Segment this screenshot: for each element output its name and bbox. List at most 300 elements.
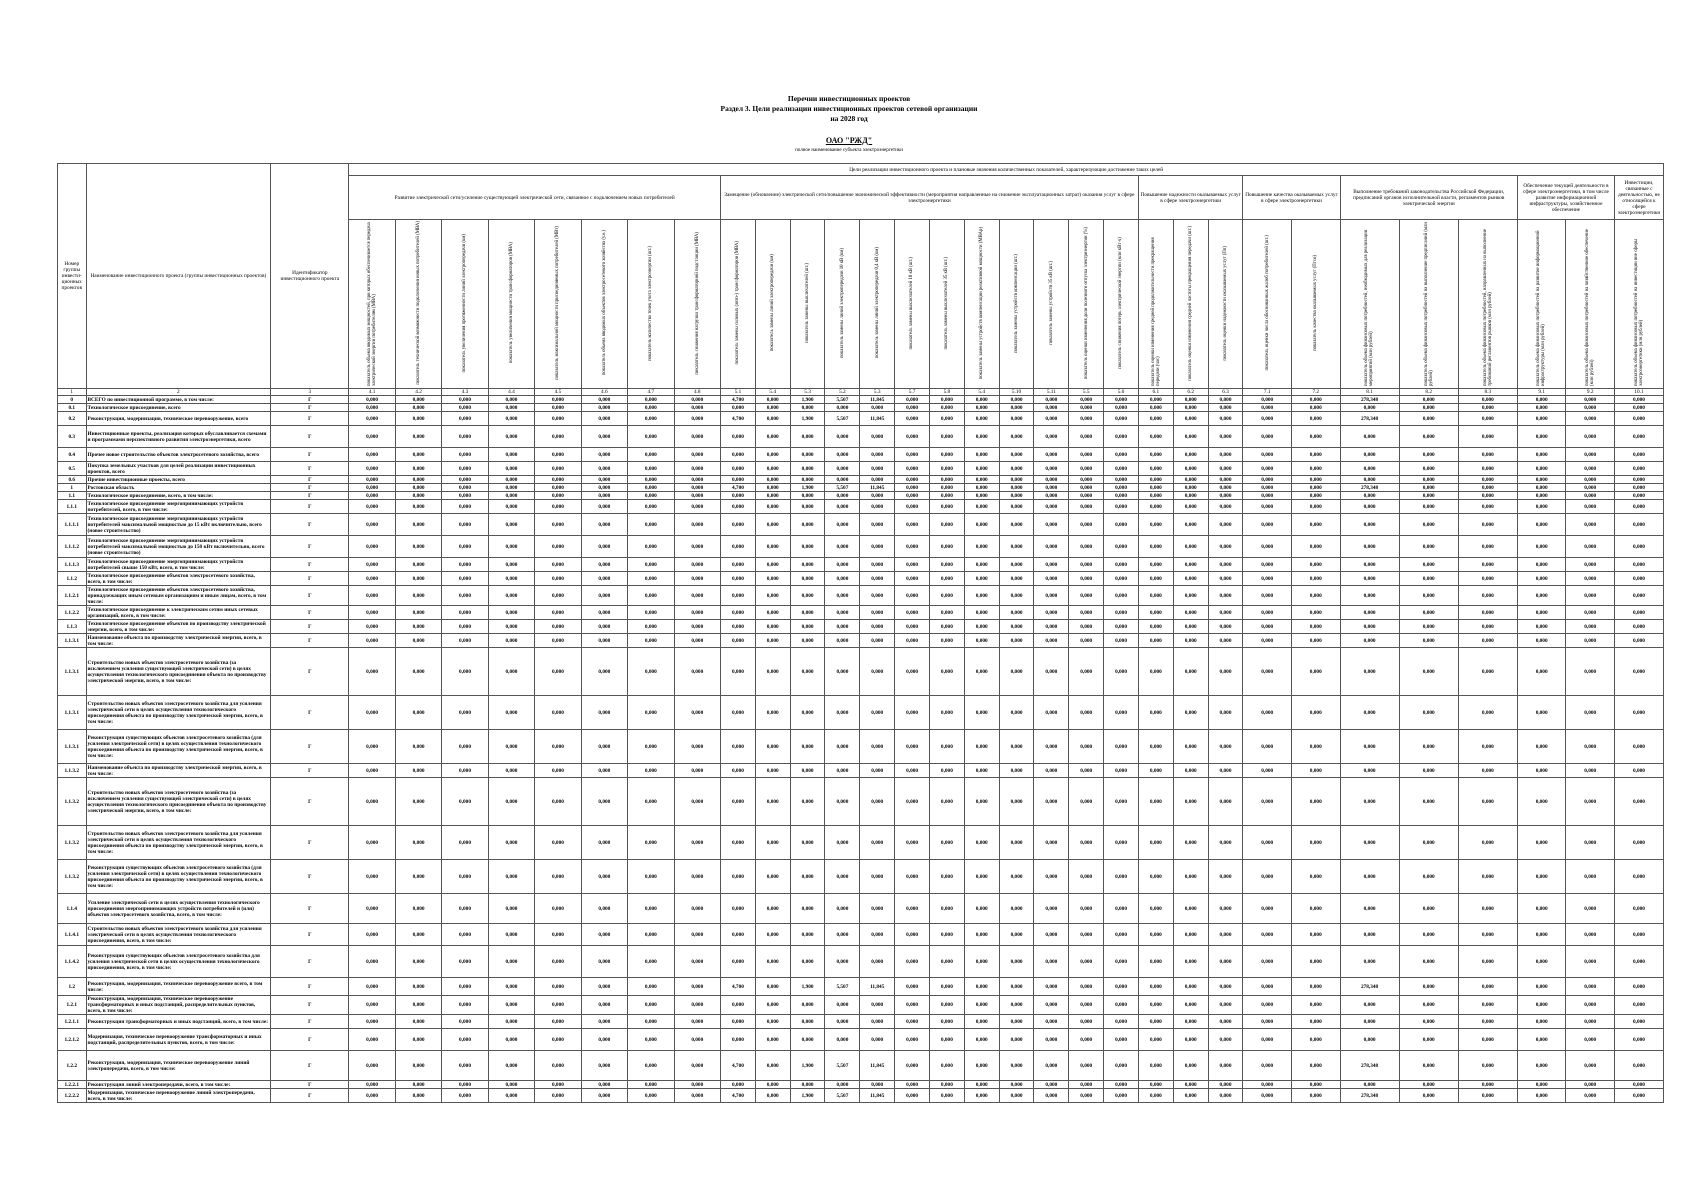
row-value: 0,000 [1517,1015,1566,1029]
row-value: 0,000 [721,620,756,634]
row-value: 0,000 [999,978,1034,996]
row-value: 0,000 [1340,492,1399,500]
row-value: 0,000 [1399,1081,1458,1089]
row-value: 0,000 [929,978,964,996]
row-value: 0,000 [1517,606,1566,620]
row-value: 0,000 [1069,978,1104,996]
row-value: 0,000 [442,448,488,462]
row-value: 0,000 [442,978,488,996]
row-value: 0,000 [1458,764,1517,778]
row-value: 0,000 [1104,946,1139,978]
column-number: 6.1 [1138,389,1173,396]
row-value: 0,000 [535,634,581,648]
row-value: 0,000 [349,396,395,404]
row-value: 0,000 [1138,1015,1173,1029]
row-value: 0,000 [1069,492,1104,500]
row-value: 0,000 [535,978,581,996]
row-project-name: Инвестиционные проекты, реализация которых обуславливается схемами и программами перспективного развития электроэнергетики, всего [86,426,271,448]
row-value: 0,000 [442,860,488,894]
row-value: 0,000 [825,536,860,558]
row-value: 0,000 [721,448,756,462]
row-value: 11,845 [860,1051,895,1081]
row-value: 0,000 [1173,536,1208,558]
table-row [58,586,1664,606]
table-row [58,514,1664,536]
row-value: 0,000 [1173,1015,1208,1029]
row-value: 0,000 [1291,448,1340,462]
row-value: 0,000 [1243,1089,1292,1103]
row-value: 0,000 [674,492,720,500]
row-value: 0,000 [1566,426,1615,448]
row-value: 0,000 [1291,476,1340,484]
row-value: 0,000 [488,536,534,558]
row-value: 0,000 [1458,1081,1517,1089]
row-value: 0,000 [721,586,756,606]
row-value: 0,000 [349,1029,395,1051]
row-value: 0,000 [825,492,860,500]
row-value: 0,000 [721,426,756,448]
row-value: 0,000 [1566,620,1615,634]
row-value: 0,000 [442,586,488,606]
row-value: 0,000 [1243,606,1292,620]
row-value: 0,000 [442,894,488,924]
row-value: 0,000 [755,1015,790,1029]
row-value: 0,000 [790,778,825,826]
row-value: 0,000 [790,426,825,448]
row-value: 0,000 [628,924,674,946]
row-value: 0,000 [964,448,999,462]
row-value: 0,000 [825,426,860,448]
header-indicator-label: показатель оценки изменения средней продолжительности прекращения передачи (час) [1150,237,1161,386]
row-value: 0,000 [1069,1081,1104,1089]
row-value: 0,000 [1517,648,1566,696]
row-value: 0,000 [442,536,488,558]
row-value: 0,000 [1517,978,1566,996]
table-row [58,894,1664,924]
row-code: 1.2.1 [58,996,87,1015]
row-value: 0,000 [488,620,534,634]
row-value: 0,000 [999,730,1034,764]
row-value: 0,000 [1243,1015,1292,1029]
row-value: 0,000 [1034,648,1069,696]
row-value: 0,000 [1069,778,1104,826]
row-value: 0,000 [1458,586,1517,606]
row-value: 0,000 [1138,620,1173,634]
row-value: 0,000 [674,500,720,514]
row-value: 0,000 [860,536,895,558]
row-value: 0,000 [488,412,534,426]
row-value: 0,000 [1566,978,1615,996]
header-project-id: Идентификатор инвестиционного проекта [271,164,349,389]
column-number: 6.2 [1173,389,1208,396]
row-value: 0,000 [1291,996,1340,1015]
row-value: 0,000 [999,558,1034,572]
row-value: 0,000 [1458,924,1517,946]
row-value: 0,000 [1615,894,1664,924]
row-value: 0,000 [1138,648,1173,696]
row-value: 0,000 [929,476,964,484]
table-row [58,462,1664,476]
header-indicator-label: показатель замены силовых (авто-) трансформаторов (МВА) [735,241,741,365]
row-value: 0,000 [1034,860,1069,894]
row-code: 1.1.1.1 [58,514,87,536]
row-value: 0,000 [895,462,930,476]
row-value: 0,000 [535,606,581,620]
row-project-id: Г [271,778,349,826]
row-value: 0,000 [349,778,395,826]
column-number: 4.4 [488,389,534,396]
header-indicator-label: показатель оценки изменения средней частоты прекращения передачи (шт.) [1188,225,1194,381]
row-project-id: Г [271,1051,349,1081]
row-value: 0,000 [1399,606,1458,620]
row-value: 0,000 [755,648,790,696]
row-value: 0,000 [442,1015,488,1029]
table-row [58,1081,1664,1089]
row-value: 0,000 [1138,412,1173,426]
row-value: 0,000 [628,606,674,620]
row-code: 1.1.1.3 [58,558,87,572]
row-value: 0,000 [1615,396,1664,404]
row-value: 0,000 [790,894,825,924]
column-number: 6.3 [1208,389,1243,396]
row-value: 0,000 [628,396,674,404]
header-goal-group: Инвестиции, связанные с деятельностью, не относящейся к сфере электроэнергетики [1615,176,1664,220]
row-value: 0,000 [674,606,720,620]
row-value: 0,000 [535,1081,581,1089]
row-value: 0,000 [674,404,720,412]
row-value: 0,000 [1034,476,1069,484]
row-value: 0,000 [1138,996,1173,1015]
row-value: 0,000 [349,764,395,778]
row-value: 0,000 [1243,648,1292,696]
row-value: 0,000 [1291,426,1340,448]
row-value: 0,000 [1291,396,1340,404]
row-value: 0,000 [1173,426,1208,448]
row-value: 0,000 [755,860,790,894]
row-value: 0,000 [1615,572,1664,586]
row-value: 0,000 [790,536,825,558]
row-value: 0,000 [1340,404,1399,412]
row-value: 0,000 [1615,946,1664,978]
row-value: 0,000 [535,1015,581,1029]
row-value: 0,000 [1566,536,1615,558]
row-value: 0,000 [1104,462,1139,476]
row-value: 0,000 [755,462,790,476]
column-number: 5.4 [964,389,999,396]
row-value: 0,000 [1340,462,1399,476]
header-project-name: Наименование инвестиционного проекта (группы инвестиционных проектов) [86,164,271,389]
row-value: 0,000 [1208,778,1243,826]
row-value: 0,000 [999,860,1034,894]
row-value: 0,000 [755,826,790,860]
row-value: 0,000 [349,514,395,536]
row-value: 0,000 [755,558,790,572]
row-value: 0,000 [999,404,1034,412]
row-value: 0,000 [721,536,756,558]
row-value: 0,000 [1173,404,1208,412]
row-value: 0,000 [349,500,395,514]
row-value: 0,000 [1034,696,1069,730]
row-value: 0,000 [721,778,756,826]
row-value: 0,000 [395,586,441,606]
row-value: 0,000 [1291,634,1340,648]
row-value: 0,000 [488,946,534,978]
row-value: 0,000 [1243,492,1292,500]
row-value: 0,000 [442,500,488,514]
header-indicator [895,220,930,389]
row-value: 0,000 [825,860,860,894]
row-value: 0,000 [964,404,999,412]
row-value: 0,000 [755,620,790,634]
row-value: 0,000 [488,996,534,1015]
row-value: 0,000 [1069,586,1104,606]
row-value: 0,000 [999,826,1034,860]
row-value: 0,000 [488,492,534,500]
row-value: 0,000 [1034,996,1069,1015]
row-value: 0,000 [1138,586,1173,606]
row-value: 0,000 [1069,1029,1104,1051]
row-value: 0,000 [1517,996,1566,1015]
row-value: 0,000 [929,1089,964,1103]
row-value: 0,000 [535,572,581,586]
row-project-name: Реконструкция, модернизация, техническое перевооружение, всего [86,412,271,426]
row-value: 0,000 [1566,412,1615,426]
row-value: 0,000 [964,558,999,572]
row-value: 0,000 [1517,696,1566,730]
row-value: 0,000 [1517,586,1566,606]
row-value: 0,000 [349,492,395,500]
row-value: 0,000 [1399,996,1458,1015]
row-value: 0,000 [1615,426,1664,448]
row-value: 0,000 [674,484,720,492]
row-code: 1.1.2 [58,572,87,586]
row-value: 0,000 [581,648,627,696]
row-value: 0,000 [895,946,930,978]
row-value: 0,000 [895,730,930,764]
row-code: 1 [58,484,87,492]
row-value: 0,000 [581,826,627,860]
row-value: 0,000 [1069,894,1104,924]
row-value: 0,000 [790,462,825,476]
table-row [58,730,1664,764]
column-number: 9.2 [1566,389,1615,396]
row-value: 0,000 [999,514,1034,536]
row-value: 0,000 [999,620,1034,634]
row-value: 0,000 [964,778,999,826]
row-value: 0,000 [1291,492,1340,500]
row-value: 0,000 [790,492,825,500]
row-value: 0,000 [1138,514,1173,536]
row-value: 0,000 [825,500,860,514]
row-value: 0,000 [929,514,964,536]
document-year: на 2028 год [830,114,868,123]
row-value: 0,000 [1034,778,1069,826]
row-value: 0,000 [1399,894,1458,924]
row-value: 0,000 [1104,426,1139,448]
row-value: 0,000 [1034,396,1069,404]
row-value: 0,000 [1208,572,1243,586]
row-value: 0,000 [628,648,674,696]
row-value: 0,000 [1340,1029,1399,1051]
row-code: 1.1.4.2 [58,946,87,978]
row-value: 0,000 [1566,572,1615,586]
header-indicator-label: показатель увеличения протяженности линий электропередачи (км) [462,233,468,373]
row-value: 0,000 [1566,648,1615,696]
row-value: 4,700 [721,412,756,426]
row-value: 0,000 [999,1051,1034,1081]
header-goal-group: Повышение надежности оказываемых услуг в сфере электроэнергетики [1138,176,1242,220]
row-value: 0,000 [1243,1051,1292,1081]
row-value: 0,000 [1069,412,1104,426]
row-value: 0,000 [1104,620,1139,634]
row-project-id: Г [271,492,349,500]
row-value: 0,000 [488,924,534,946]
row-value: 0,000 [581,764,627,778]
row-value: 0,000 [755,924,790,946]
row-value: 0,000 [1615,730,1664,764]
row-value: 0,000 [1069,606,1104,620]
header-indicator-label: показатель замены устройств компенсации (шт.) [1013,253,1019,353]
row-code: 1.1.3.2 [58,764,87,778]
row-value: 0,000 [628,826,674,860]
column-number: 10.1 [1615,389,1664,396]
row-value: 0,000 [674,764,720,778]
row-value: 0,000 [1615,648,1664,696]
row-value: 0,000 [535,514,581,536]
row-project-id: Г [271,826,349,860]
row-value: 0,000 [1517,462,1566,476]
row-value: 0,000 [349,648,395,696]
row-value: 0,000 [1104,924,1139,946]
row-value: 0,000 [1340,448,1399,462]
row-value: 0,000 [1615,860,1664,894]
row-value: 0,000 [1173,1051,1208,1081]
row-value: 0,000 [1069,404,1104,412]
row-value: 0,000 [1399,778,1458,826]
row-project-id: Г [271,620,349,634]
row-value: 0,000 [1104,514,1139,536]
row-value: 0,000 [1069,484,1104,492]
row-value: 0,000 [395,764,441,778]
row-code: 1.1.3.1 [58,730,87,764]
row-value: 0,000 [1104,1029,1139,1051]
row-value: 0,000 [1291,764,1340,778]
row-value: 0,000 [1458,696,1517,730]
row-code: 1.2.2.1 [58,1081,87,1089]
row-value: 0,000 [349,978,395,996]
row-value: 0,000 [755,514,790,536]
row-value: 0,000 [895,696,930,730]
row-value: 0,000 [1517,894,1566,924]
row-value: 0,000 [1243,404,1292,412]
row-value: 0,000 [1069,1051,1104,1081]
row-value: 0,000 [1069,500,1104,514]
row-value: 0,000 [488,826,534,860]
row-value: 278,348 [1340,978,1399,996]
row-value: 0,000 [964,606,999,620]
row-value: 0,000 [999,492,1034,500]
header-goal-group: Выполнение требований законодательства Российской Федерации, предписаний органов исполнительной власти, регламентов рынков электрической энергии [1340,176,1517,220]
row-value: 0,000 [1069,826,1104,860]
row-value: 0,000 [628,1015,674,1029]
row-value: 0,000 [825,586,860,606]
table-row [58,620,1664,634]
row-value: 0,000 [1291,1089,1340,1103]
row-value: 0,000 [1208,404,1243,412]
row-value: 0,000 [790,558,825,572]
row-value: 0,000 [581,558,627,572]
row-value: 0,000 [349,730,395,764]
row-value: 0,000 [1208,996,1243,1015]
row-value: 0,000 [721,558,756,572]
row-value: 1,900 [790,1051,825,1081]
row-value: 0,000 [1517,500,1566,514]
row-value: 0,000 [964,826,999,860]
header-indicator [929,220,964,389]
row-value: 0,000 [488,894,534,924]
row-value: 0,000 [755,606,790,620]
row-project-id: Г [271,536,349,558]
row-value: 0,000 [1615,1029,1664,1051]
column-number: 4.8 [674,389,720,396]
row-value: 0,000 [1173,412,1208,426]
row-value: 0,000 [349,606,395,620]
row-value: 0,000 [1243,764,1292,778]
row-value: 0,000 [999,536,1034,558]
row-value: 0,000 [964,396,999,404]
row-value: 0,000 [860,586,895,606]
row-value: 1,900 [790,396,825,404]
row-value: 0,000 [860,620,895,634]
document-section-title: Раздел 3. Цели реализации инвестиционных проектов сетевой организации [720,104,978,113]
row-value: 0,000 [721,946,756,978]
row-project-name: Наименование объекта по производству электрической энергии, всего, в том числе: [86,764,271,778]
row-value: 0,000 [1517,448,1566,462]
row-value: 0,000 [964,860,999,894]
row-value: 0,000 [581,778,627,826]
header-indicator [1517,220,1566,389]
row-value: 0,000 [999,412,1034,426]
row-value: 0,000 [1566,500,1615,514]
row-value: 0,000 [825,764,860,778]
row-value: 0,000 [1517,558,1566,572]
table-row [58,426,1664,448]
row-value: 1,900 [790,978,825,996]
row-value: 0,000 [1291,894,1340,924]
row-value: 0,000 [1340,894,1399,924]
row-value: 0,000 [1340,860,1399,894]
row-value: 0,000 [581,696,627,730]
row-value: 0,000 [964,996,999,1015]
row-value: 0,000 [1034,404,1069,412]
row-value: 0,000 [929,826,964,860]
row-value: 0,000 [1458,462,1517,476]
row-value: 0,000 [1069,1089,1104,1103]
row-code: 1.1 [58,492,87,500]
row-value: 0,000 [1069,426,1104,448]
row-value: 0,000 [1208,764,1243,778]
row-value: 0,000 [1104,1051,1139,1081]
row-value: 0,000 [535,412,581,426]
row-value: 0,000 [581,484,627,492]
row-value: 0,000 [488,860,534,894]
row-value: 0,000 [1615,412,1664,426]
row-value: 0,000 [488,448,534,462]
row-project-name: Реконструкция, модернизация, техническое перевооружение всего, в том числе: [86,978,271,996]
row-value: 0,000 [1138,1089,1173,1103]
column-number: 5.3 [790,389,825,396]
row-value: 0,000 [790,448,825,462]
